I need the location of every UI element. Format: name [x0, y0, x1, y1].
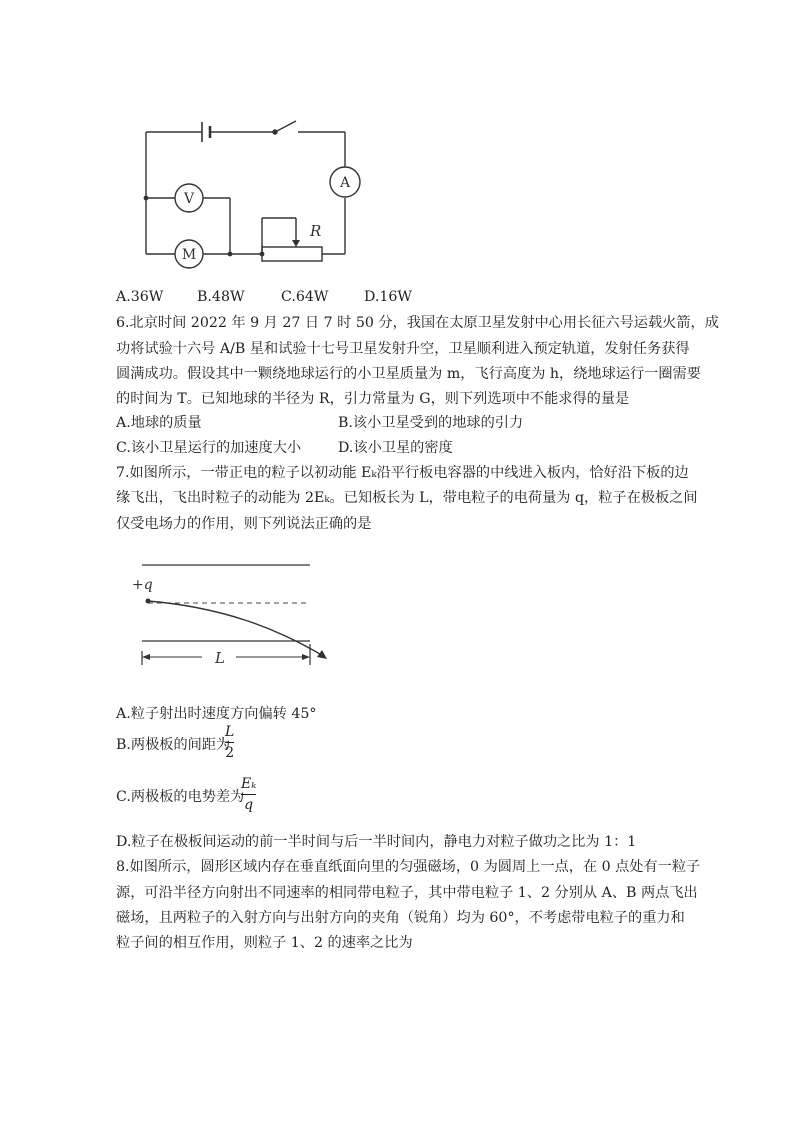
q7-option-a[interactable]: A.粒子射出时速度方向偏转 45° — [116, 706, 317, 722]
length-label: L — [215, 649, 225, 667]
q5-option-d[interactable]: D.16W — [364, 289, 413, 305]
q8-stem-line: 8.如图所示，圆形区域内存在垂直纸面向里的匀强磁场，0 为圆周上一点，在 0 点处有一粒子 — [116, 859, 701, 875]
q6-stem-line: 6.北京时间 2022 年 9 月 27 日 7 时 50 分，我国在太原卫星发射中心用长征六号运载火箭，成 — [116, 315, 719, 331]
ammeter-label: A — [339, 175, 351, 191]
q7-option-b-fraction — [225, 724, 234, 761]
q6-option-a[interactable]: A.地球的质量 — [116, 415, 202, 431]
q8-stem-line: 源，可沿半径方向射出不同速率的相同带电粒子，其中带电粒子 1、2 分别从 A、B 两点飞出 — [116, 885, 698, 901]
q5-option-c[interactable]: C.64W — [281, 289, 329, 305]
q7-option-b[interactable]: B.两极板的间距为 — [116, 737, 231, 753]
charge-label: +q — [132, 577, 153, 593]
motor-label: M — [181, 247, 197, 263]
q5-option-b[interactable]: B.48W — [197, 289, 245, 305]
q7-stem-line: 仅受电场力的作用，则下列说法正确的是 — [116, 516, 372, 532]
q6-option-c[interactable]: C.该小卫星运行的加速度大小 — [116, 440, 302, 456]
q6-option-d[interactable]: D.该小卫星的密度 — [338, 440, 453, 456]
q7-b-denominator: 2 — [225, 745, 235, 761]
q8-stem-line: 粒子间的相互作用，则粒子 1、2 的速率之比为 — [116, 935, 413, 951]
q7-option-c-fraction — [241, 776, 256, 813]
q6-stem-line: 功将试验十六号 A/B 星和试验十七号卫星发射升空，卫星顺利进入预定轨道，发射任务获得 — [116, 341, 690, 357]
q6-stem-line: 的时间为 T。已知地球的半径为 R，引力常量为 G，则下列选项中不能求得的量是 — [116, 391, 630, 407]
q7-capacitor-diagram — [120, 545, 340, 695]
q6-stem-line: 圆满成功。假设其中一颗绕地球运行的小卫星质量为 m，飞行高度为 h，绕地球运行一圈需要 — [116, 366, 701, 382]
q8-stem-line: 磁场，且两粒子的入射方向与出射方向的夹角（锐角）均为 60°，不考虑带电粒子的重力和 — [116, 910, 685, 926]
q5-circuit-diagram — [138, 112, 368, 272]
q6-option-b[interactable]: B.该小卫星受到的地球的引力 — [338, 415, 524, 431]
voltmeter-label: V — [183, 191, 195, 207]
resistor-label: R — [310, 222, 322, 240]
q7-b-numerator: L — [225, 724, 235, 740]
q5-option-a[interactable]: A.36W — [116, 289, 164, 305]
q7-stem-line: 缘飞出，飞出时粒子的动能为 2Eₖ。已知板长为 L，带电粒子的电荷量为 q，粒子在极板之间 — [116, 490, 698, 506]
q7-option-c[interactable]: C.两极板的电势差为 — [116, 789, 245, 805]
q7-stem-line: 7.如图所示，一带正电的粒子以初动能 Eₖ沿平行板电容器的中线进入板内，恰好沿下板的边 — [116, 465, 689, 481]
q7-c-numerator: Eₖ — [241, 776, 257, 792]
q7-option-d[interactable]: D.粒子在极板间运动的前一半时间与后一半时间内，静电力对粒子做功之比为 1：1 — [116, 834, 637, 850]
trajectory — [148, 601, 325, 657]
q7-c-denominator: q — [244, 797, 254, 813]
